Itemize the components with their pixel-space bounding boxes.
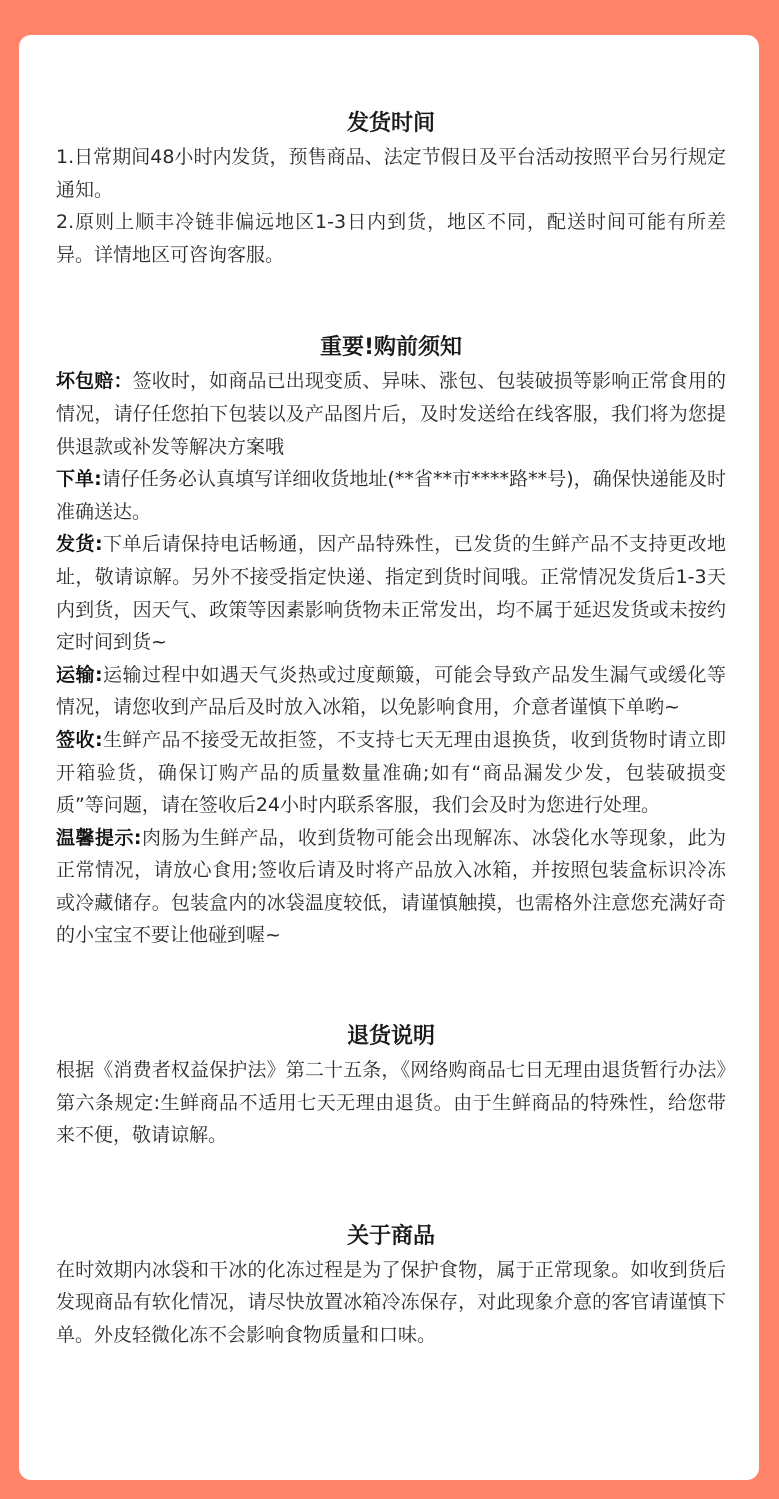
paragraph: 温馨提示:肉肠为生鲜产品，收到货物可能会出现解冻、冰袋化水等现象，此为正常情况，请放心食用;签收后请及时将产品放入冰箱，并按照包装盒标识冷冻或冷藏储存。包装盒内的冰袋温度较低，请谨慎触摸，也需格外注意您充满好奇的小宝宝不要让他碰到喔~ (56, 826, 726, 947)
paragraph-label: 签收: (56, 728, 103, 751)
paragraph: 运输:运输过程中如遇天气炎热或过度颠簸，可能会导致产品发生漏气或缓化等情况，请您收到产品后及时放入冰箱，以免影响食用，介意者谨慎下单哟~ (56, 663, 726, 719)
section-shipping-time (56, 107, 726, 271)
section-title: 重要!购前须知 (319, 335, 463, 361)
paragraph: 2.原则上顺丰冷链非偏远地区1-3日内到货，地区不同，配送时间可能有所差异。详情地区可咨询客服。 (56, 211, 726, 266)
paragraph-label: 运输: (56, 663, 103, 686)
paragraph: 下单:请仔任务必认真填写详细收货地址(**省**市****路**号)，确保快递能及时准确送达。 (56, 468, 727, 523)
paragraph-label: 下单: (56, 468, 102, 491)
paragraph: 在时效期内冰袋和干冰的化冻过程是为了保护食物，属于正常现象。如收到货后发现商品有软化情况，请尽快放置冰箱冷冻保存，对此现象介意的客官请谨慎下单。外皮轻微化冻不会影响食物质量和口味。 (56, 1258, 726, 1347)
paragraph: 签收:生鲜产品不接受无故拒签，不支持七天无理由退换货，收到货物时请立即开箱验货，确保订购产品的质量数量准确;如有“商品漏发少发，包装破损变质”等问题，请在签收后24小时内联系客服，我们会及时为您进行处理。 (56, 728, 726, 817)
paragraph-label: 坏包赔： (56, 370, 133, 393)
paragraph: 坏包赔：签收时，如商品已出现变质、异味、涨包、包装破损等影响正常食用的情况，请仔任您拍下包装以及产品图片后，及时发送给在线客服，我们将为您提供退款或补发等解决方案哦 (56, 370, 726, 458)
section-title: 发货时间 (346, 111, 435, 136)
notice-card (19, 35, 759, 1480)
paragraph: 发货:下单后请保持电话畅通，因产品特殊性，已发货的生鲜产品不支持更改地址，敬请谅解。另外不接受指定快递、指定到货时间哦。正常情况发货后1-3天内到货，因天气、政策等因素影响货物未正常发出，均不属于延迟发货或未按约定时间到货~ (56, 533, 726, 654)
section-purchase-notice (56, 331, 726, 952)
section-return-policy (56, 1020, 726, 1152)
paragraph-label: 温馨提示: (56, 826, 142, 849)
paragraph: 1.日常期间48小时内发货，预售商品、法定节假日及平台活动按照平台另行规定通知。 (56, 146, 726, 201)
section-title: 关于商品 (346, 1223, 435, 1249)
section-title: 退货说明 (346, 1024, 435, 1050)
section-about-product (56, 1220, 726, 1352)
paragraph: 根据《消费者权益保护法》第二十五条，《网络购商品七日无理由退货暂行办法》第六条规定:生鲜商品不适用七天无理由退货。由于生鲜商品的特殊性，给您带来不便，敬请谅解。 (56, 1059, 726, 1147)
paragraph-label: 发货: (56, 533, 103, 556)
